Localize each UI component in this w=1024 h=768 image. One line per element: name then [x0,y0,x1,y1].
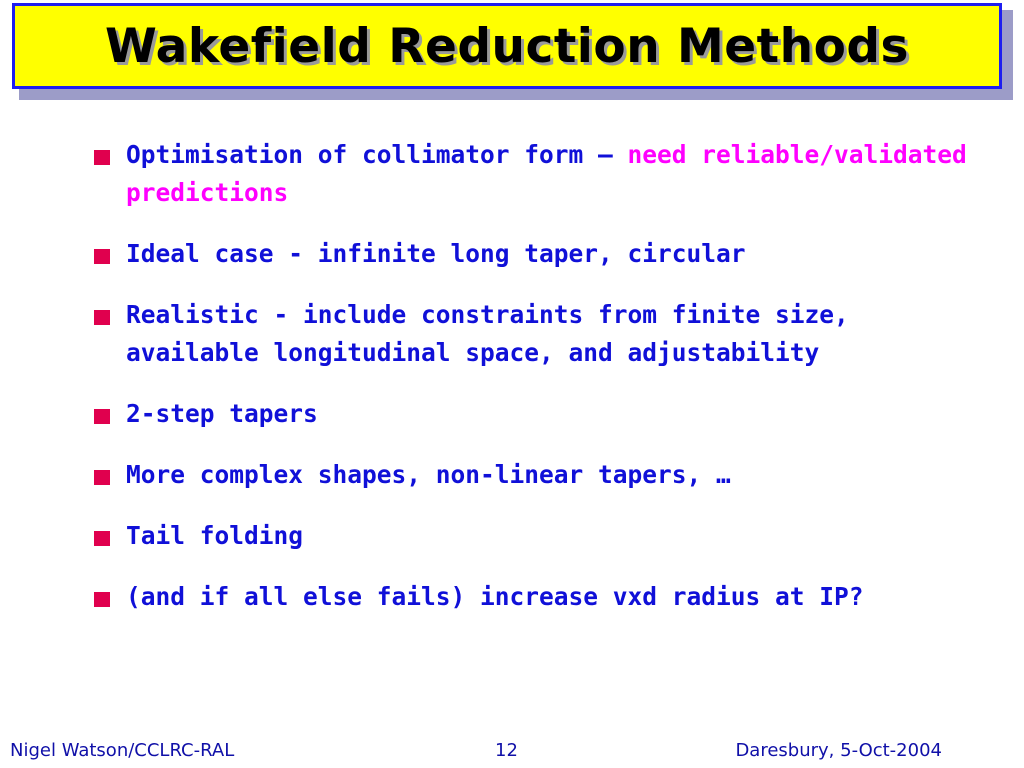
bullet-item [92,456,992,494]
bullet-highlight-text: need reliable/validated predictions [126,140,967,207]
square-bullet-icon [94,470,110,485]
square-bullet-icon [94,150,110,165]
bullet-list [92,136,992,639]
square-bullet-icon [94,310,110,325]
bullet-text: Ideal case - infinite long taper, circular [126,239,746,268]
footer-page-number: 12 [495,740,518,761]
bullet-item [92,136,992,212]
bullet-text: 2-step tapers [126,399,318,428]
bullet-item [92,296,992,372]
footer-place-date: Daresbury, 5-Oct-2004 [735,740,942,761]
bullet-text: More complex shapes, non-linear tapers, … [126,460,731,489]
footer-author: Nigel Watson/CCLRC-RAL [10,740,235,761]
bullet-item [92,235,992,273]
square-bullet-icon [94,249,110,264]
bullet-text: Realistic - include constraints from finite size, available longitudinal space, and adjustability [126,300,849,367]
bullet-text: Tail folding [126,521,304,550]
slide-title: Wakefield Reduction Methods [104,18,909,74]
square-bullet-icon [94,592,110,607]
square-bullet-icon [94,409,110,424]
bullet-item [92,395,992,433]
bullet-item [92,517,992,555]
bullet-text: Optimisation of collimator form – [126,140,628,169]
square-bullet-icon [94,531,110,546]
bullet-text: (and if all else fails) increase vxd radius at IP? [126,582,864,611]
bullet-item [92,578,992,616]
title-box [12,3,1002,89]
